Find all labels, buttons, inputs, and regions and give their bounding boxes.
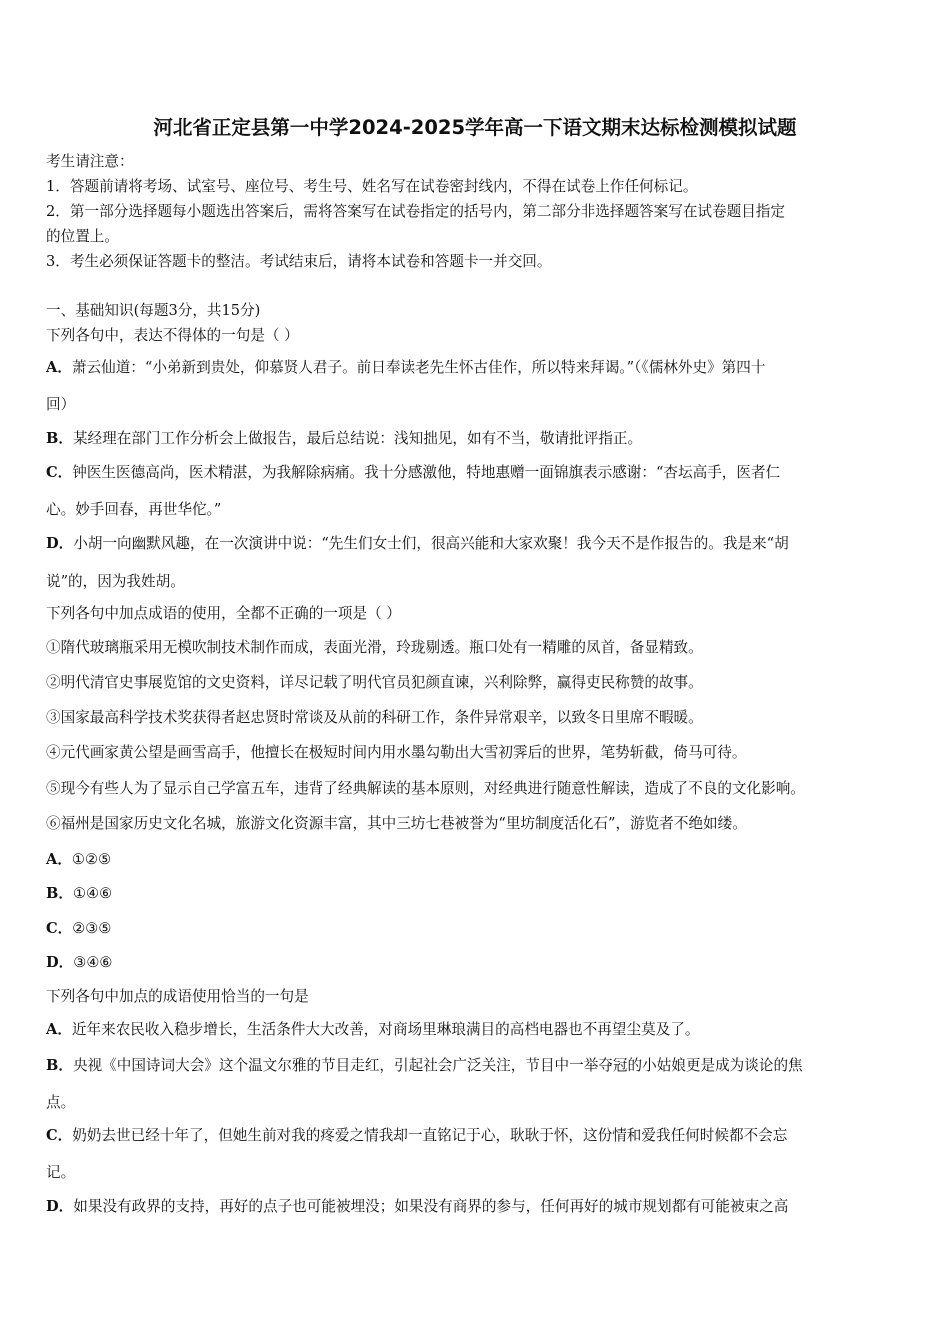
option-text: 近年来农民收入稳步增长，生活条件大大改善，对商场里琳琅满目的高档电器也不再望尘莫及了。 — [71, 1021, 700, 1038]
question-2-option-b — [46, 884, 916, 904]
section-heading: 一、基础知识(每题3分，共15分) — [46, 302, 261, 319]
option-label: A． — [46, 1021, 72, 1038]
option-label: B． — [46, 885, 73, 902]
question-2-item: ③国家最高科学技术奖获得者赵忠贤时常谈及从前的科研工作，条件异常艰辛，以致冬日里席不暇暖。 — [46, 709, 703, 726]
question-2-item: ⑥福州是国家历史文化名城，旅游文化资源丰富，其中三坊七巷被誉为“里坊制度活化石”，游览者不绝如缕。 — [46, 815, 747, 832]
page-title: 河北省正定县第一中学2024-2025学年高一下语文期末达标检测模拟试题 — [153, 116, 797, 139]
question-3-option-b — [46, 1056, 916, 1076]
option-label: C． — [46, 1127, 73, 1144]
option-label: A． — [46, 359, 72, 376]
option-text: ③④⑥ — [73, 954, 113, 971]
option-label: C． — [46, 920, 73, 937]
option-text: 小胡一向幽默风趣，在一次演讲中说：“先生们女士们，很高兴能和大家欢聚！我今天不是作报告的。我是来“胡 — [73, 535, 789, 552]
question-3-option-c — [46, 1126, 916, 1146]
option-label: D． — [46, 954, 74, 971]
option-text: 央视《中国诗词大会》这个温文尔雅的节目走红，引起社会广泛关注，节目中一举夺冠的小姑娘更是成为谈论的焦 — [72, 1057, 803, 1074]
question-2-option-c — [46, 919, 916, 939]
question-2-option-a — [46, 850, 916, 870]
option-text: ①②⑤ — [71, 851, 112, 868]
notice-item: 2．第一部分选择题每小题选出答案后，需将答案写在试卷指定的括号内，第二部分非选择题答案写在试卷题目指定 — [46, 203, 785, 220]
question-1-option-a — [46, 358, 916, 378]
option-label: A． — [46, 851, 72, 868]
option-text: 某经理在部门工作分析会上做报告，最后总结说：浅知拙见，如有不当，敬请批评指正。 — [72, 430, 643, 447]
question-2-item: ②明代清官史事展览馆的文史资料，详尽记载了明代官员犯颜直谏，兴利除弊，赢得吏民称赞的故事。 — [46, 674, 703, 691]
option-text: 奶奶去世已经十年了，但她生前对我的疼爱之情我却一直铭记于心，耿耿于怀，这份情和爱我任何时候都不会忘 — [72, 1127, 788, 1144]
option-text: ②③⑤ — [72, 920, 112, 937]
option-label: B． — [46, 1057, 73, 1074]
question-1-option-c — [46, 463, 916, 483]
option-text: 钟医生医德高尚，医术精湛，为我解除病痛。我十分感激他，特地惠赠一面锦旗表示感谢：“杏坛高手，医者仁 — [72, 464, 781, 481]
question-2-stem: 下列各句中加点成语的使用，全都不正确的一项是（ ） — [46, 605, 401, 622]
question-2-item: ①隋代玻璃瓶采用无模吹制技术制作而成，表面光滑，玲珑剔透。瓶口处有一精雕的凤首，备显精致。 — [46, 639, 703, 656]
option-label: B． — [46, 430, 73, 447]
question-1-stem: 下列各句中，表达不得体的一句是（ ） — [46, 327, 299, 344]
option-text: 如果没有政界的支持，再好的点子也可能被埋没；如果没有商界的参与，任何再好的城市规划都有可能被束之高 — [73, 1198, 789, 1215]
option-continuation: 心。妙手回春，再世华佗。” — [46, 501, 222, 518]
notice-heading: 考生请注意： — [46, 153, 134, 170]
question-2-option-d — [46, 953, 916, 973]
option-label: C． — [46, 464, 73, 481]
question-1-option-d — [46, 534, 916, 554]
notice-item: 1．答题前请将考场、试室号、座位号、考生号、姓名写在试卷密封线内，不得在试卷上作任何标记。 — [46, 178, 698, 195]
option-continuation: 回） — [46, 396, 76, 413]
question-2-item: ④元代画家黄公望是画雪高手，他擅长在极短时间内用水墨勾勒出大雪初霁后的世界，笔势斩截，倚马可待。 — [46, 744, 747, 761]
option-continuation: 点。 — [46, 1094, 76, 1111]
question-2-item: ⑤现今有些人为了显示自己学富五车，违背了经典解读的基本原则，对经典进行随意性解读，造成了不良的文化影响。 — [46, 780, 805, 797]
question-3-option-a — [46, 1020, 916, 1040]
option-text: 萧云仙道：“小弟新到贵处，仰慕贤人君子。前日奉读老先生怀古佳作，所以特来拜谒。”（《儒林外史》第四十 — [71, 359, 766, 376]
question-3-stem: 下列各句中加点的成语使用恰当的一句是 — [46, 988, 309, 1005]
question-1-option-b — [46, 429, 916, 449]
notice-item: 3．考生必须保证答题卡的整洁。考试结束后，请将本试卷和答题卡一并交回。 — [46, 253, 552, 270]
option-text: ①④⑥ — [72, 885, 113, 902]
option-label: D． — [46, 1198, 74, 1215]
option-label: D． — [46, 535, 74, 552]
option-continuation: 记。 — [46, 1164, 76, 1181]
question-3-option-d — [46, 1197, 916, 1217]
notice-item: 的位置上。 — [46, 228, 119, 245]
option-continuation: 说”的，因为我姓胡。 — [46, 573, 185, 590]
